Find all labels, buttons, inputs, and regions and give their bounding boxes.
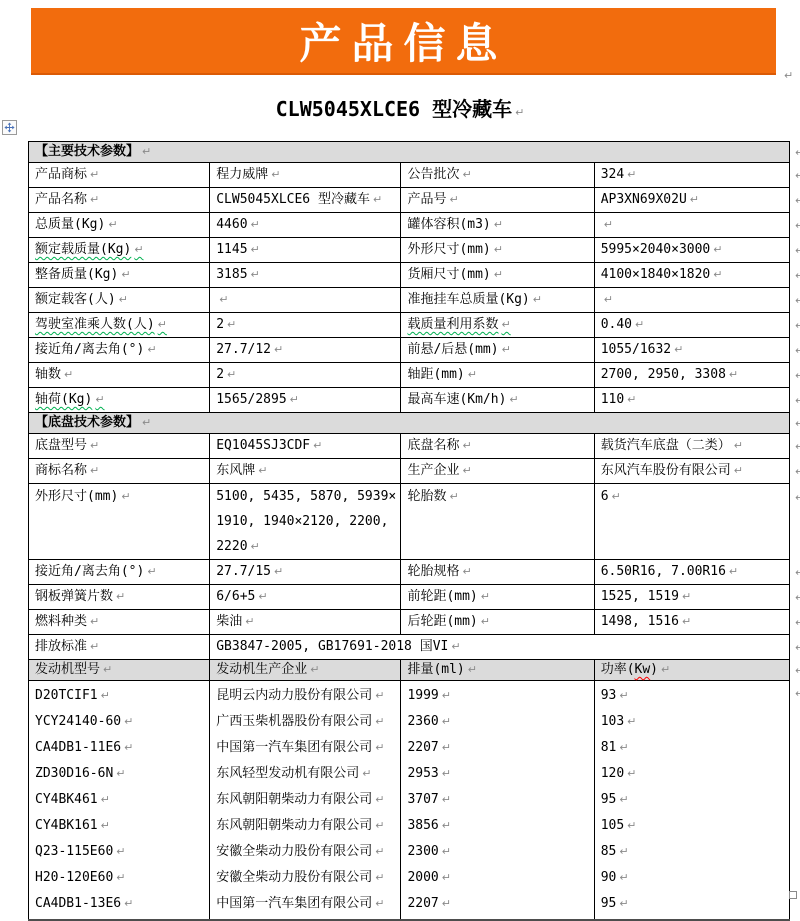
column-header-power: 功率(Kw) ↵ ↵	[594, 660, 789, 681]
engine-model: CA4DB1-13E6 ↵	[35, 891, 205, 917]
table-row-emission	[29, 635, 790, 660]
row-end-mark-icon	[792, 586, 800, 610]
param-label: 产品商标 ↵	[35, 167, 99, 182]
param-value: 1565/2895 ↵	[216, 392, 299, 407]
table-row	[29, 434, 790, 459]
param-value: 1055/1632 ↵	[601, 342, 684, 357]
param-value	[601, 292, 613, 307]
param-label: 载质量利用系数 ↵	[407, 317, 510, 332]
engine-displacement: 2360 ↵	[407, 709, 589, 735]
section-header-main	[29, 142, 790, 163]
engine-power: 95 ↵	[601, 891, 785, 917]
row-end-mark-icon	[792, 189, 800, 213]
param-value: 4100×1840×1820 ↵	[601, 267, 723, 282]
engine-displacement: 2207 ↵	[407, 891, 589, 917]
product-info-banner	[31, 8, 776, 75]
param-label: 轴距(mm) ↵	[407, 367, 477, 382]
param-label: 外形尺寸(mm) ↵	[407, 242, 503, 257]
engine-power: 95 ↵	[601, 787, 785, 813]
engine-power: 93 ↵	[601, 683, 785, 709]
spec-table	[28, 141, 790, 921]
table-row	[29, 213, 790, 238]
param-value: 3185 ↵	[216, 267, 260, 282]
param-value: 1145 ↵	[216, 242, 260, 257]
param-label: 额定载质量(Kg) ↵	[35, 242, 144, 257]
row-end-mark-icon	[792, 239, 800, 263]
engine-power: 120 ↵	[601, 761, 785, 787]
engine-power: 90 ↵	[601, 865, 785, 891]
row-end-mark-icon	[792, 414, 800, 434]
param-label: 产品号 ↵	[407, 192, 458, 207]
param-value: 27.7/15 ↵	[216, 564, 283, 579]
param-value: 110 ↵	[601, 392, 637, 407]
engine-manufacturer: 安徽全柴动力股份有限公司 ↵	[216, 839, 396, 865]
param-label: 准拖挂车总质量(Kg) ↵	[407, 292, 542, 307]
engine-table-body	[29, 681, 790, 921]
row-end-mark-icon	[792, 339, 800, 363]
param-label: 商标名称 ↵	[35, 463, 99, 478]
param-label: 生产企业 ↵	[407, 463, 471, 478]
table-row	[29, 338, 790, 363]
table-resize-handle[interactable]	[789, 891, 797, 899]
engine-power-column	[594, 681, 789, 921]
param-label: 前轮距(mm) ↵	[407, 589, 490, 604]
param-label: 轴数 ↵	[35, 367, 73, 382]
engine-displacement: 3856 ↵	[407, 813, 589, 839]
row-end-mark-icon	[792, 435, 800, 459]
param-value: 东风牌 ↵	[216, 463, 267, 478]
param-label: 底盘名称 ↵	[407, 438, 471, 453]
engine-manufacturer: 东风轻型发动机有限公司 ↵	[216, 761, 396, 787]
engine-power: 81 ↵	[601, 735, 785, 761]
engine-model: CY4BK161 ↵	[35, 813, 205, 839]
param-label: 前悬/后悬(mm) ↵	[407, 342, 510, 357]
param-value: 2 ↵	[216, 317, 236, 332]
page-title: CLW5045XLCE6 型冷藏车 ↵	[0, 93, 800, 122]
engine-model: D20TCIF1 ↵	[35, 683, 205, 709]
section-header-chassis	[29, 413, 790, 434]
table-row	[29, 610, 790, 635]
table-row	[29, 484, 790, 560]
row-end-mark-icon	[792, 611, 800, 635]
param-label: 后轮距(mm) ↵	[407, 614, 490, 629]
move-arrows-icon	[4, 122, 15, 133]
row-end-mark-icon	[792, 661, 800, 681]
param-label: 接近角/离去角(°) ↵	[35, 342, 157, 357]
param-value	[601, 217, 613, 232]
param-label: 整备质量(Kg) ↵	[35, 267, 131, 282]
param-label: 罐体容积(m3) ↵	[407, 217, 503, 232]
engine-displacement: 2953 ↵	[407, 761, 589, 787]
param-value: GB3847-2005, GB17691-2018 国VI ↵	[216, 639, 460, 654]
param-value: 柴油 ↵	[216, 614, 254, 629]
table-row	[29, 388, 790, 413]
table-row	[29, 188, 790, 213]
engine-displacement: 2000 ↵	[407, 865, 589, 891]
row-end-mark-icon	[792, 682, 800, 706]
column-header-manufacturer: 发动机生产企业 ↵	[216, 662, 319, 677]
engine-displacement: 3707 ↵	[407, 787, 589, 813]
param-label: 轮胎规格 ↵	[407, 564, 471, 579]
table-row	[29, 459, 790, 484]
table-row	[29, 238, 790, 263]
param-label: 总质量(Kg) ↵	[35, 217, 118, 232]
engine-displacement: 2207 ↵	[407, 735, 589, 761]
row-end-mark-icon	[792, 164, 800, 188]
row-end-mark-icon	[792, 214, 800, 238]
column-header-displacement: 排量(ml) ↵	[407, 662, 477, 677]
engine-table-header	[29, 660, 790, 681]
param-label: 底盘型号 ↵	[35, 438, 99, 453]
param-value: 6 ↵	[601, 489, 621, 504]
engine-manufacturer: 广西玉柴机器股份有限公司 ↵	[216, 709, 396, 735]
param-value: CLW5045XLCE6 型冷藏车 ↵	[216, 192, 382, 207]
table-row	[29, 163, 790, 188]
row-end-mark-icon	[792, 485, 800, 510]
engine-power: 105 ↵	[601, 813, 785, 839]
table-row	[29, 560, 790, 585]
table-move-handle[interactable]	[2, 120, 17, 135]
param-value: AP3XN69X02U ↵	[601, 192, 699, 207]
param-value: 5100, 5435, 5870, 5939×1910, 1940×2120, 2200, 2220 ↵	[216, 489, 396, 554]
engine-model: Q23-115E60 ↵	[35, 839, 205, 865]
param-label: 公告批次 ↵	[407, 167, 471, 182]
engine-manufacturer: 中国第一汽车集团有限公司 ↵	[216, 735, 396, 761]
paragraph-mark-icon	[781, 64, 793, 83]
param-value: 东风汽车股份有限公司 ↵	[601, 463, 743, 478]
banner-title: 产品信息	[299, 18, 508, 68]
table-row	[29, 288, 790, 313]
engine-model: H20-120E60 ↵	[35, 865, 205, 891]
table-row	[29, 585, 790, 610]
engine-manufacturer: 东风朝阳朝柴动力有限公司 ↵	[216, 813, 396, 839]
engine-manufacturer-column	[210, 681, 401, 921]
table-row	[29, 363, 790, 388]
row-end-mark-icon	[792, 143, 800, 163]
column-header-model: 发动机型号 ↵	[35, 662, 112, 677]
param-value: 载货汽车底盘（二类） ↵	[601, 438, 743, 453]
row-end-mark-icon	[792, 264, 800, 288]
param-value: 324 ↵	[601, 167, 637, 182]
row-end-mark-icon	[792, 561, 800, 585]
param-value: 27.7/12 ↵	[216, 342, 283, 357]
param-label: 排放标准 ↵	[35, 639, 99, 654]
param-value: 5995×2040×3000 ↵	[601, 242, 723, 257]
engine-model: YCY24140-60 ↵	[35, 709, 205, 735]
param-value: EQ1045SJ3CDF ↵	[216, 438, 322, 453]
engine-model-column	[29, 681, 210, 921]
param-value: 2700, 2950, 3308 ↵	[601, 367, 738, 382]
engine-model: ZD30D16-6N ↵	[35, 761, 205, 787]
table-row	[29, 263, 790, 288]
param-label: 货厢尺寸(mm) ↵	[407, 267, 503, 282]
section-heading: 【底盘技术参数】 ↵	[35, 415, 151, 430]
param-value: 程力威牌 ↵	[216, 167, 280, 182]
param-label: 外形尺寸(mm) ↵	[35, 489, 131, 504]
row-end-mark-icon	[792, 460, 800, 484]
engine-power: 103 ↵	[601, 709, 785, 735]
param-value: 1525, 1519 ↵	[601, 589, 692, 604]
engine-model: CY4BK461 ↵	[35, 787, 205, 813]
param-value: 2 ↵	[216, 367, 236, 382]
row-end-mark-icon	[792, 364, 800, 388]
param-value	[216, 292, 228, 307]
param-label: 产品名称 ↵	[35, 192, 99, 207]
param-label: 额定载客(人) ↵	[35, 292, 128, 307]
param-value: 1498, 1516 ↵	[601, 614, 692, 629]
param-label: 接近角/离去角(°) ↵	[35, 564, 157, 579]
engine-manufacturer: 安徽全柴动力股份有限公司 ↵	[216, 865, 396, 891]
engine-model: CA4DB1-11E6 ↵	[35, 735, 205, 761]
row-end-mark-icon	[792, 389, 800, 413]
engine-displacement: 1999 ↵	[407, 683, 589, 709]
engine-displacement-column	[401, 681, 594, 921]
param-value: 6/6+5 ↵	[216, 589, 267, 604]
table-row	[29, 313, 790, 338]
engine-manufacturer: 昆明云内动力股份有限公司 ↵	[216, 683, 396, 709]
engine-displacement: 2300 ↵	[407, 839, 589, 865]
engine-manufacturer: 中国第一汽车集团有限公司 ↵	[216, 891, 396, 917]
param-value: 6.50R16, 7.00R16 ↵	[601, 564, 738, 579]
param-label: 轮胎数 ↵	[407, 489, 458, 504]
section-heading: 【主要技术参数】 ↵	[35, 144, 151, 159]
param-value: 0.40 ↵	[601, 317, 645, 332]
param-value: 4460 ↵	[216, 217, 260, 232]
row-end-mark-icon	[792, 636, 800, 660]
param-label: 钢板弹簧片数 ↵	[35, 589, 125, 604]
engine-power: 85 ↵	[601, 839, 785, 865]
param-label: 燃料种类 ↵	[35, 614, 99, 629]
row-end-mark-icon	[792, 314, 800, 338]
row-end-mark-icon	[792, 289, 800, 313]
param-label: 驾驶室准乘人数(人) ↵	[35, 317, 167, 332]
param-label: 最高车速(Km/h) ↵	[407, 392, 518, 407]
engine-manufacturer: 东风朝阳朝柴动力有限公司 ↵	[216, 787, 396, 813]
param-label: 轴荷(Kg) ↵	[35, 392, 105, 407]
